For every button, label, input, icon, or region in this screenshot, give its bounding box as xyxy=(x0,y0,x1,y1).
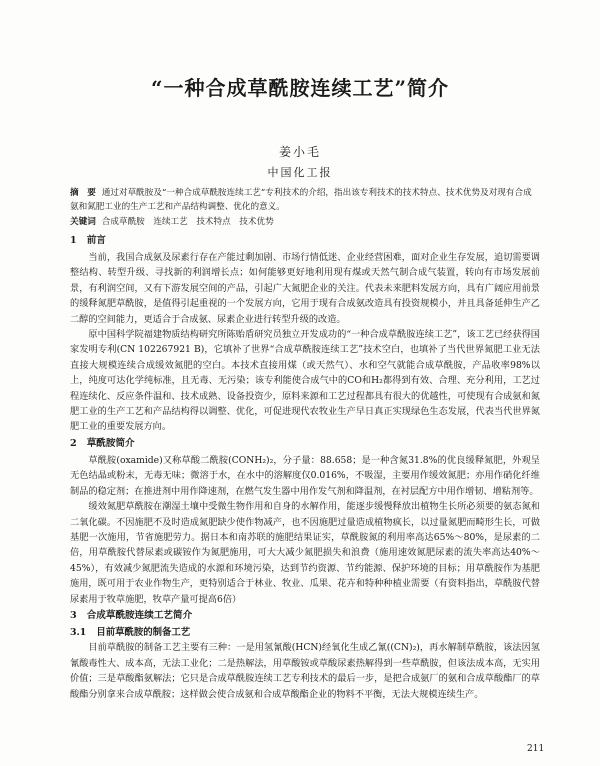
article-body xyxy=(70,232,540,702)
section-3-number: 3 xyxy=(70,609,77,621)
abstract xyxy=(70,186,540,214)
section-3-1-number: 3.1 xyxy=(70,626,87,638)
section-2-heading xyxy=(70,436,540,452)
abstract-label: 摘 要 xyxy=(70,188,96,198)
section-3-1-title: 目前草酰胺的制备工艺 xyxy=(96,626,191,638)
paragraph-2: 原中国科学院福建物质结构研究所陈贻盾研究员独立开发成功的“一种合成草酰胺连续工艺”，该工艺已经获得国家发明专利(CN 102267921 B)，它填补了世界“合成草酰胺连续工艺”技术空白，也填补了当代世界氮肥工业无法直接大规模连续合成缓效氮肥的空白。本技术直接用煤（或天然气）、水和空气就能合成草酰胺，产品收率98%以上，纯度可达化学纯标准，且无毒、无污染；该专利能使合成气中的CO和H₂都得到有效、合理、充分利用，工艺过程连续化、反应条件温和、技术成熟、设备投资少，原料来源和工艺过程都具有很大的优越性，可使现有合成氨和氮肥工业的生产工艺和产品结构得以调整、优化，可促进现代农牧业生产早日真正实现绿色生态发展，代表当代世界氮肥工业的重要发展方向。 xyxy=(70,329,540,433)
section-2-title: 草酰胺简介 xyxy=(86,437,135,449)
paragraph-1: 当前，我国合成氨及尿素行存在产能过剩加剧、市场行情低迷、企业经营困难，面对企业生存发展，追切需要调整结构、转型升级、寻找新的利润增长点；如何能够更好地利用现有煤或天然气制合成气装置，转向有市场发展前景，有利润空间，又有下游发展空间的产品，引起广大氮肥企业的关注。代表未来肥料发展方向，具有广阔应用前景的缓释氮肥草酰胺，是值得引起重视的一个发展方向，它用于现有合成氨改造具有投资规模小，并且具备延伸生产乙二醇的空间能力，更适合于合成氨、尿素企业进行转型升级的改造。 xyxy=(70,252,540,325)
keywords-label: 关键词 xyxy=(70,217,96,227)
section-1-number: 1 xyxy=(70,235,77,246)
section-3-heading xyxy=(70,608,540,624)
paragraph-4: 缓效氮肥草酰胺在潮湿土壤中受微生物作用和自身的水解作用，能逐步缓慢释放出植物生长所必须要的氨态氮和二氧化碳。不因施肥不及时造成氮肥缺少使作物减产，也不因施肥过量造成植物疯长，以过量氮肥而畸形生长，可做基肥一次施用，节省施肥劳力。据日本和南苏联的施肥结果证实，草酰胺氮的利用率高达65%～80%，是尿素的二倍，用草酰胺代替尿素或碳铵作为氮肥施用，可大大减少氮肥损失和浪费（施用速效氮肥尿素的流失率高达40%～45%），有效减少氮肥流失造成的水源和环境污染，达到节约资源、节约能源、保护环境的目标；用草酰胺作为基肥施用，既可用于农业作物生产，更特别适合于林业、牧业、瓜果、花卉和特种种植业需要（有资料指出，草酰胺代替尿素用于牧草施肥，牧草产量可提高6倍） xyxy=(70,501,540,605)
paragraph-3: 草酰胺(oxamide)又称草酸二酰胺(CONH₂)₂，分子量：88.658；是一种含氮31.8%的优良缓释氮肥，外观呈无色结晶或粉末，无毒无味；微溶于水，在水中的溶解度仅0.016%，不吸湿，主要用作缓效氮肥；亦用作硝化纤维制品的稳定剂；在推进剂中用作降速剂，在燃气发生器中用作发气剂和降温剂，在衬层配方中用作增韧、增粘剂等。 xyxy=(70,454,540,497)
keywords-text: 合成草酰胺 连续工艺 技术特点 技术优势 xyxy=(101,217,274,227)
section-2-number: 2 xyxy=(70,437,77,449)
page-number: 211 xyxy=(527,744,545,754)
abstract-text: 通过对草酰胺及“一种合成草酰胺连续工艺”专利技术的介绍，指出该专利技术的技术特点、技术优势及对现有合成氨和氮肥工业的生产工艺和产品结构调整、优化的意义。 xyxy=(70,188,532,212)
paragraph-5: 目前草酰胺的制备工艺主要有三种：一是用氢氰酸(HCN)经氧化生成乙氰((CN)₂)，再水解制草酰胺，该法因氢氰酸毒性大、成本高，无法工业化；二是热解法，用草酸铵或草酸尿素热解得到一些草酰胺，但该法成本高，无实用价值；三是草酸酯氨解法；它只是合成草酰胺连续工艺专利技术的最后一步，是把合成氨厂的氨和合成草酸酯厂的草酸酯分别拿来合成草酰胺；这样做会使合成氨和合成草酸酯企业的物料不平衡，无法大规模连续生产。 xyxy=(70,642,540,700)
section-3-1-heading xyxy=(70,625,540,640)
author-affiliation: 中国化工报 xyxy=(267,166,333,179)
keywords xyxy=(70,215,540,229)
section-1-title: 前言 xyxy=(86,235,106,246)
section-1-heading xyxy=(70,233,540,249)
author-name: 姜小毛 xyxy=(278,145,321,159)
article-title: “一种合成草酰胺连续工艺”简介 xyxy=(150,76,449,100)
section-3-title: 合成草酰胺连续工艺简介 xyxy=(86,609,193,621)
